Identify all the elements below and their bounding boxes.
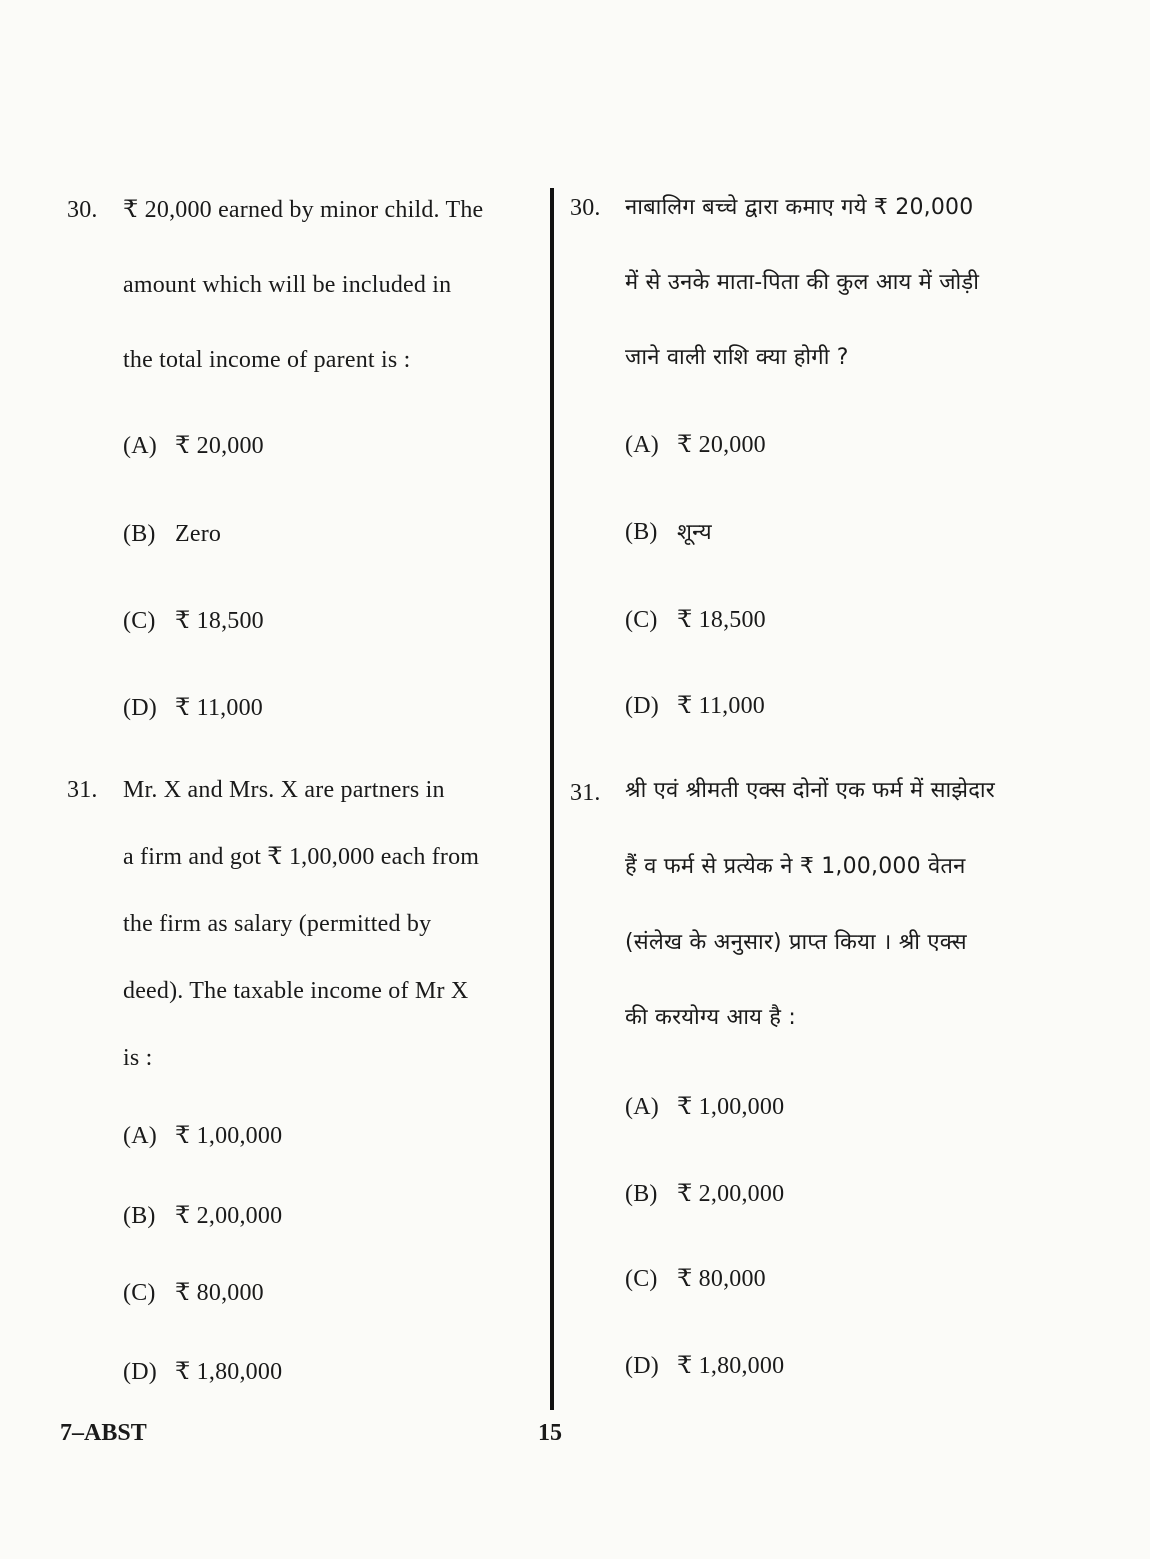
question-text-line: की करयोग्य आय है : <box>625 1005 796 1030</box>
option-label: (D) <box>123 1359 157 1385</box>
option-text: ₹ 80,000 <box>677 1266 766 1292</box>
question-text-line: जाने वाली राशि क्या होगी ? <box>625 345 849 370</box>
question-number: 30. <box>570 195 601 221</box>
question-text-line: the total income of parent is : <box>123 347 411 373</box>
question-number: 30. <box>67 197 98 223</box>
option-label: (B) <box>123 1203 156 1229</box>
option-a <box>123 432 264 460</box>
column-divider <box>550 188 554 1410</box>
option-label: (B) <box>625 1181 658 1207</box>
question-text-line: श्री एवं श्रीमती एक्स दोनों एक फर्म में साझेदार <box>625 778 995 803</box>
option-text: ₹ 1,00,000 <box>677 1094 785 1120</box>
paper-code: 7–ABST <box>60 1420 147 1446</box>
option-b <box>625 1180 784 1208</box>
option-c <box>625 606 766 634</box>
option-c <box>123 607 264 635</box>
option-text: ₹ 11,000 <box>175 695 263 721</box>
option-text: ₹ 1,00,000 <box>175 1123 283 1149</box>
question-text-line: में से उनके माता-पिता की कुल आय में जोड़ी <box>625 270 980 295</box>
option-text: ₹ 1,80,000 <box>677 1353 785 1379</box>
option-text: ₹ 11,000 <box>677 693 765 719</box>
option-a <box>625 1093 784 1121</box>
option-text: ₹ 18,500 <box>677 607 766 633</box>
question-number: 31. <box>570 780 601 806</box>
option-text: ₹ 18,500 <box>175 608 264 634</box>
question-text-line: (संलेख के अनुसार) प्राप्त किया । श्री एक्स <box>625 930 967 955</box>
option-label: (C) <box>123 608 156 634</box>
option-label: (B) <box>123 521 156 547</box>
option-label: (A) <box>625 1094 659 1120</box>
question-text-line: ₹ 20,000 earned by minor child. The <box>123 197 484 223</box>
option-a <box>123 1122 282 1150</box>
option-label: (A) <box>625 432 659 458</box>
option-d <box>123 694 263 722</box>
option-text: ₹ 1,80,000 <box>175 1359 283 1385</box>
option-b <box>123 1202 282 1230</box>
option-text: ₹ 2,00,000 <box>677 1181 785 1207</box>
page-number: 15 <box>538 1420 562 1446</box>
option-label: (A) <box>123 433 157 459</box>
option-text: ₹ 80,000 <box>175 1280 264 1306</box>
option-d <box>123 1358 282 1386</box>
question-text-line: हैं व फर्म से प्रत्येक ने ₹ 1,00,000 वेतन <box>625 854 966 879</box>
option-text: Zero <box>175 521 222 547</box>
question-text-line: a firm and got ₹ 1,00,000 each from <box>123 844 480 870</box>
question-text-line: deed). The taxable income of Mr X <box>123 978 469 1004</box>
option-b <box>123 520 221 548</box>
option-c <box>123 1279 264 1307</box>
option-label: (B) <box>625 519 658 545</box>
option-text: शून्य <box>677 520 712 545</box>
question-text-line: the firm as salary (permitted by <box>123 911 432 937</box>
option-text: ₹ 2,00,000 <box>175 1203 283 1229</box>
option-label: (A) <box>123 1123 157 1149</box>
option-label: (C) <box>625 1266 658 1292</box>
question-number: 31. <box>67 777 98 803</box>
option-label: (C) <box>625 607 658 633</box>
option-label: (D) <box>625 693 659 719</box>
question-text-line: amount which will be included in <box>123 272 452 298</box>
option-text: ₹ 20,000 <box>677 432 766 458</box>
question-text-line: Mr. X and Mrs. X are partners in <box>123 777 445 803</box>
option-b <box>625 518 712 547</box>
option-c <box>625 1265 766 1293</box>
option-d <box>625 692 765 720</box>
option-label: (D) <box>123 695 157 721</box>
option-a <box>625 431 766 459</box>
question-text-line: is : <box>123 1045 153 1071</box>
option-label: (C) <box>123 1280 156 1306</box>
option-label: (D) <box>625 1353 659 1379</box>
question-text-line: नाबालिग बच्चे द्वारा कमाए गये ₹ 20,000 <box>625 195 974 220</box>
option-text: ₹ 20,000 <box>175 433 264 459</box>
option-d <box>625 1352 784 1380</box>
